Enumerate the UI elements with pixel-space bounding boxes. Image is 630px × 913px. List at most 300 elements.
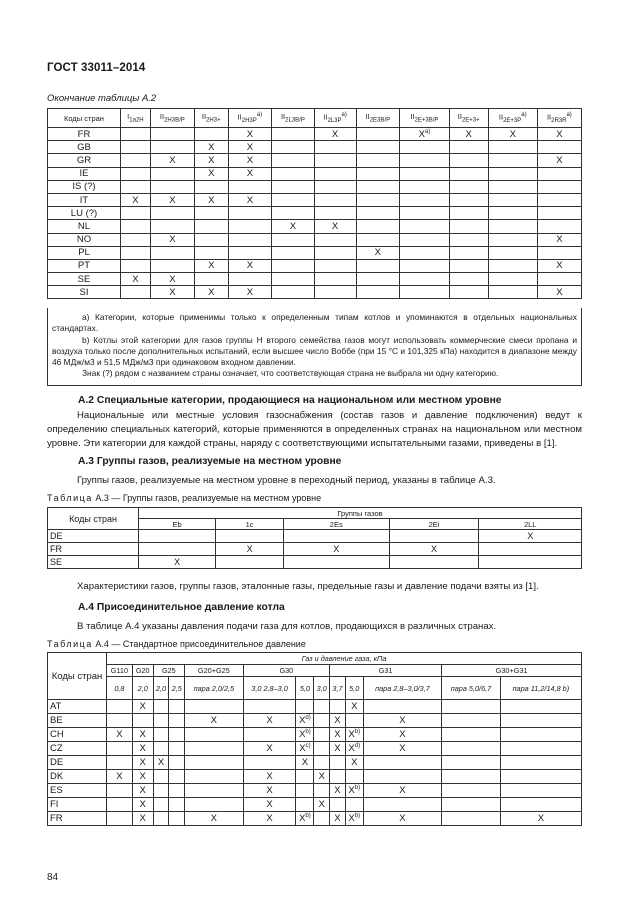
table-row — [48, 167, 582, 180]
table-cell — [228, 220, 272, 233]
table-cell — [330, 700, 346, 714]
table-cell: X — [228, 259, 272, 272]
table-row — [48, 770, 582, 784]
category-sup: a) — [521, 112, 527, 118]
gas-header: G30+G31 — [442, 665, 582, 677]
table-cell — [272, 259, 314, 272]
table-row — [48, 233, 582, 246]
table-cell — [400, 141, 450, 154]
table-cell — [153, 770, 169, 784]
table-cell — [449, 220, 488, 233]
table-cell — [449, 246, 488, 259]
category-sub: 2H3+ — [206, 117, 221, 124]
table-cell — [449, 273, 488, 286]
pressure-header: 2,5 — [169, 677, 185, 700]
table-cell: X — [243, 714, 296, 728]
table-cell — [449, 154, 488, 167]
table-cell — [314, 193, 356, 206]
table-cell — [272, 180, 314, 193]
gas-group-header: 2Ei — [389, 519, 479, 530]
table-cell — [356, 233, 400, 246]
table-cell — [314, 154, 356, 167]
table-cell — [488, 167, 537, 180]
table-cell — [537, 167, 581, 180]
cell-footnote: d) — [354, 742, 361, 749]
gas-group-header: 2LL — [479, 519, 582, 530]
table-cell: X — [537, 259, 581, 272]
table-cell — [314, 286, 356, 299]
table-cell — [537, 193, 581, 206]
table-cell — [314, 728, 330, 742]
table-cell — [479, 556, 582, 569]
table-cell — [449, 233, 488, 246]
category-sub: 2E+3B/P — [414, 117, 439, 124]
table-cell — [500, 770, 581, 784]
category-sub: 2E+3P — [503, 118, 522, 124]
category-main: II — [457, 112, 462, 122]
category-main: II — [365, 112, 370, 122]
table-cell — [121, 220, 151, 233]
table-cell — [121, 207, 151, 220]
pressure-header: 3,0 — [314, 677, 330, 700]
table-cell — [363, 770, 442, 784]
gas-group-header: 1c — [216, 519, 284, 530]
table-cell: X — [228, 286, 272, 299]
table-cell: X — [194, 167, 228, 180]
table-cell — [283, 556, 389, 569]
table-cell — [296, 742, 314, 756]
table-cell — [356, 193, 400, 206]
table-row — [48, 259, 582, 272]
table-cell: X — [356, 246, 400, 259]
table-cell — [314, 700, 330, 714]
country-code: GB — [48, 141, 121, 154]
table-cell — [488, 246, 537, 259]
table-cell — [314, 167, 356, 180]
pressure-header: пара 2,0/2,5 — [185, 677, 244, 700]
table-cell — [121, 259, 151, 272]
table-cell — [356, 207, 400, 220]
table-cell — [314, 812, 330, 826]
category-main: II — [323, 112, 328, 122]
table-row — [48, 530, 582, 543]
table-cell: X — [243, 784, 296, 798]
table-cell — [500, 784, 581, 798]
table-cell — [330, 756, 346, 770]
table-cell — [500, 756, 581, 770]
table-cell: X — [537, 128, 581, 141]
table-cell — [400, 154, 450, 167]
country-code: FR — [48, 543, 139, 556]
table-cell: X — [150, 193, 194, 206]
table-cell: X — [500, 812, 581, 826]
table-cell — [296, 812, 314, 826]
table-cell — [356, 259, 400, 272]
table-cell — [121, 154, 151, 167]
table-cell — [169, 784, 185, 798]
table-cell — [107, 742, 133, 756]
table-cell — [442, 700, 501, 714]
table-cell — [400, 220, 450, 233]
table-cell — [345, 714, 363, 728]
table-row — [48, 784, 582, 798]
table-cell — [150, 141, 194, 154]
table-cell — [400, 193, 450, 206]
section-a2-text: Национальные или местные условия газоснабжения (состав газов и давление подключения) ведут к определению специальных категорий, которые применяются в определенных странах на национальном или местном уровне. Эти категории для каждой страны, наряду с соответствующими испытательными газами, приведены в [1]. — [47, 410, 582, 449]
table-cell — [296, 728, 314, 742]
category-sub: 2L3B/P — [285, 117, 305, 124]
cell-mark: X — [299, 743, 306, 755]
table-a4-top-header: Газ и давление газа, кПа — [107, 653, 582, 665]
table-cell — [389, 530, 479, 543]
table-cell: X — [194, 259, 228, 272]
country-code: IE — [48, 167, 121, 180]
cell-mark: X — [299, 729, 306, 741]
table-cell — [153, 700, 169, 714]
table-cell: X — [314, 770, 330, 784]
table-cell: X — [243, 770, 296, 784]
table-cell — [150, 128, 194, 141]
table-cell — [139, 530, 216, 543]
table-cell: X — [228, 141, 272, 154]
pressure-header: пара 11,2/14,8 b) — [500, 677, 581, 700]
table-cell: X — [132, 742, 153, 756]
table-cell: X — [228, 167, 272, 180]
table-cell — [488, 141, 537, 154]
table-row — [48, 286, 582, 299]
pressure-header: 5,0 — [345, 677, 363, 700]
table-row — [48, 543, 582, 556]
table-row — [48, 154, 582, 167]
country-code: BE — [48, 714, 107, 728]
table-cell — [153, 798, 169, 812]
cell-mark: X — [299, 715, 306, 727]
country-code: AT — [48, 700, 107, 714]
category-header — [537, 109, 581, 128]
table-row — [48, 756, 582, 770]
table-cell: X — [537, 233, 581, 246]
table-cell — [185, 728, 244, 742]
table-cell — [442, 798, 501, 812]
table-cell — [228, 233, 272, 246]
table-cell — [272, 286, 314, 299]
table-cell — [296, 770, 314, 784]
table-cell — [150, 246, 194, 259]
table-cell — [272, 128, 314, 141]
table-cell — [121, 128, 151, 141]
table-cell: X — [132, 770, 153, 784]
table-cell — [296, 798, 314, 812]
table-cell — [314, 756, 330, 770]
cell-footnote: b) — [305, 812, 311, 819]
table-cell — [488, 286, 537, 299]
table-cell — [296, 700, 314, 714]
table-cell — [121, 233, 151, 246]
table-cell — [314, 742, 330, 756]
table-cell — [449, 167, 488, 180]
table-cell: X — [330, 742, 346, 756]
country-code: NO — [48, 233, 121, 246]
table-cell — [500, 714, 581, 728]
country-code: GR — [48, 154, 121, 167]
pressure-header: 0,8 — [107, 677, 133, 700]
table-cell — [107, 784, 133, 798]
gas-group-header: Еb — [139, 519, 216, 530]
category-header — [194, 109, 228, 128]
table-cell — [185, 742, 244, 756]
table-cell — [150, 180, 194, 193]
table-cell: X — [132, 812, 153, 826]
table-row — [48, 246, 582, 259]
table-cell — [442, 784, 501, 798]
country-code: PL — [48, 246, 121, 259]
country-code: DK — [48, 770, 107, 784]
table-cell — [243, 756, 296, 770]
category-header — [121, 109, 151, 128]
table-cell: X — [243, 798, 296, 812]
table-cell — [488, 193, 537, 206]
table-a3-group-header: Группы газов — [139, 508, 582, 519]
section-a3-title: А.3 Группы газов, реализуемые на местном уровне — [78, 456, 342, 467]
country-code: FR — [48, 128, 121, 141]
category-main: II — [280, 112, 286, 122]
table-cell — [150, 207, 194, 220]
table-a3-col-header: Коды стран — [48, 508, 139, 530]
country-code: SI — [48, 286, 121, 299]
table-cell — [272, 141, 314, 154]
table-cell — [194, 233, 228, 246]
table-cell — [330, 770, 346, 784]
section-a4-title: А.4 Присоединительное давление котла — [78, 602, 285, 613]
table-cell: X — [243, 742, 296, 756]
table-cell — [107, 700, 133, 714]
table-cell — [400, 128, 450, 141]
country-code: IT — [48, 193, 121, 206]
table-cell — [537, 273, 581, 286]
table-cell — [272, 273, 314, 286]
table-a2-notes — [47, 308, 582, 386]
table-row — [48, 141, 582, 154]
table-cell — [488, 259, 537, 272]
table-cell — [185, 756, 244, 770]
table-cell — [153, 742, 169, 756]
category-main: II — [159, 112, 165, 122]
table-cell: X — [121, 273, 151, 286]
table-cell — [442, 812, 501, 826]
table-cell: X — [314, 220, 356, 233]
country-code: SE — [48, 556, 139, 569]
table-cell — [345, 812, 363, 826]
table-cell: X — [488, 128, 537, 141]
table-cell: X — [243, 812, 296, 826]
table-cell — [185, 700, 244, 714]
table-row — [48, 812, 582, 826]
table-cell — [194, 128, 228, 141]
table-cell — [283, 530, 389, 543]
table-cell: X — [107, 728, 133, 742]
table-cell — [169, 700, 185, 714]
table-cell — [356, 180, 400, 193]
cell-footnote: d) — [305, 714, 311, 721]
document-header: ГОСТ 33011–2014 — [47, 62, 146, 74]
table-a3-caption — [47, 493, 321, 503]
table-cell — [314, 233, 356, 246]
table-cell — [488, 180, 537, 193]
table-cell — [169, 812, 185, 826]
table-row — [48, 180, 582, 193]
table-cell — [356, 273, 400, 286]
table-cell — [121, 141, 151, 154]
table-cell — [537, 141, 581, 154]
table-cell: X — [194, 154, 228, 167]
table-cell — [314, 180, 356, 193]
category-main: II — [546, 112, 552, 122]
table-cell — [107, 756, 133, 770]
table-cell — [169, 714, 185, 728]
table-cell: X — [363, 728, 442, 742]
table-cell: X — [139, 556, 216, 569]
table-cell — [449, 193, 488, 206]
category-main: II — [498, 112, 504, 122]
category-sup: a) — [566, 112, 572, 118]
table-cell — [400, 286, 450, 299]
table-cell — [296, 714, 314, 728]
table-cell — [228, 246, 272, 259]
table-cell — [314, 273, 356, 286]
table-cell: X — [330, 784, 346, 798]
table-cell — [356, 286, 400, 299]
table-cell: X — [228, 154, 272, 167]
table-cell — [314, 141, 356, 154]
table-a2 — [47, 108, 582, 299]
table-cell: X — [228, 193, 272, 206]
table-cell: X — [283, 543, 389, 556]
table-row — [48, 742, 582, 756]
table-cell — [228, 273, 272, 286]
table-cell — [400, 246, 450, 259]
category-main: II — [410, 112, 415, 122]
table-cell — [185, 770, 244, 784]
category-sub: 2L3P — [327, 118, 342, 124]
table-cell — [216, 556, 284, 569]
table-cell — [228, 180, 272, 193]
category-sub: 2H3P — [241, 118, 257, 124]
pressure-header: 2,0 — [153, 677, 169, 700]
gas-header: G20+G25 — [185, 665, 244, 677]
table-cell — [121, 286, 151, 299]
section-a4-text: В таблице А.4 указаны давления подачи газа для котлов, продающихся в различных странах. — [77, 621, 497, 632]
table-cell: X — [194, 141, 228, 154]
table-row — [48, 273, 582, 286]
section-a2-title: А.2 Специальные категории, продающиеся на национальном или местном уровне — [78, 395, 502, 406]
gas-header: G110 — [107, 665, 133, 677]
table-cell — [228, 207, 272, 220]
table-cell: X — [185, 714, 244, 728]
category-main: I — [127, 112, 130, 122]
table-cell — [107, 714, 133, 728]
table-cell — [488, 207, 537, 220]
pressure-header: пара 2,8–3,0/3,7 — [363, 677, 442, 700]
table-a3-caption-text: А.3 — Группы газов, реализуемые на местном уровне — [95, 493, 322, 503]
table-cell — [185, 798, 244, 812]
table-a2-col-header: Коды стран — [48, 109, 121, 128]
table-cell — [150, 220, 194, 233]
table-cell — [169, 770, 185, 784]
pressure-header: 5,0 — [296, 677, 314, 700]
country-code: IS (?) — [48, 180, 121, 193]
table-cell — [400, 233, 450, 246]
after-table-a3-text: Характеристики газов, группы газов, эталонные газы, предельные газы и давление подачи взяты из [1]. — [77, 581, 539, 592]
table-cell — [314, 714, 330, 728]
table-cell: X — [153, 756, 169, 770]
table-cell — [400, 259, 450, 272]
table-cell: X — [132, 700, 153, 714]
table-row — [48, 714, 582, 728]
table-cell — [356, 167, 400, 180]
table-cell: X — [150, 273, 194, 286]
table-cell: X — [185, 812, 244, 826]
table-cell — [314, 259, 356, 272]
country-code: ES — [48, 784, 107, 798]
table-cell — [121, 180, 151, 193]
table-cell — [345, 770, 363, 784]
table-row — [48, 193, 582, 206]
table-cell — [153, 714, 169, 728]
table-cell — [107, 798, 133, 812]
table-cell — [345, 728, 363, 742]
table-cell — [537, 180, 581, 193]
gas-header: G20 — [132, 665, 153, 677]
table-cell — [296, 784, 314, 798]
table-cell — [153, 784, 169, 798]
table-cell: X — [363, 784, 442, 798]
table-cell: X — [363, 742, 442, 756]
pressure-header: 3,7 — [330, 677, 346, 700]
table-cell — [272, 193, 314, 206]
table-cell — [537, 246, 581, 259]
country-code: PT — [48, 259, 121, 272]
table-cell — [169, 798, 185, 812]
table-cell — [121, 167, 151, 180]
table-cell: X — [314, 128, 356, 141]
table-row — [48, 556, 582, 569]
table-cell — [488, 273, 537, 286]
table-cell — [272, 233, 314, 246]
section-a3-text: Группы газов, реализуемые на местном уровне в переходный период, указаны в таблице А.3. — [77, 475, 496, 486]
category-header — [150, 109, 194, 128]
country-code: CH — [48, 728, 107, 742]
table-cell — [243, 728, 296, 742]
table-cell — [400, 180, 450, 193]
table-cell — [272, 246, 314, 259]
table-cell — [500, 728, 581, 742]
table-cell: X — [272, 220, 314, 233]
table-cell: X — [121, 193, 151, 206]
table-cell: X — [345, 756, 363, 770]
country-code: FI — [48, 798, 107, 812]
table-cell — [363, 756, 442, 770]
category-sub: 2E+3+ — [461, 117, 480, 124]
cell-mark: X — [348, 743, 355, 755]
table-cell — [194, 180, 228, 193]
table-cell — [500, 742, 581, 756]
table-cell — [488, 233, 537, 246]
cell-footnote: b) — [354, 784, 361, 791]
table-a4 — [47, 652, 582, 826]
table-cell — [150, 259, 194, 272]
note-question-mark: Знак (?) рядом с названием страны означает, что соответствующая страна не выбрала ни одну категорию. — [82, 368, 499, 379]
table-a3-caption-label: Таблица — [47, 493, 93, 503]
